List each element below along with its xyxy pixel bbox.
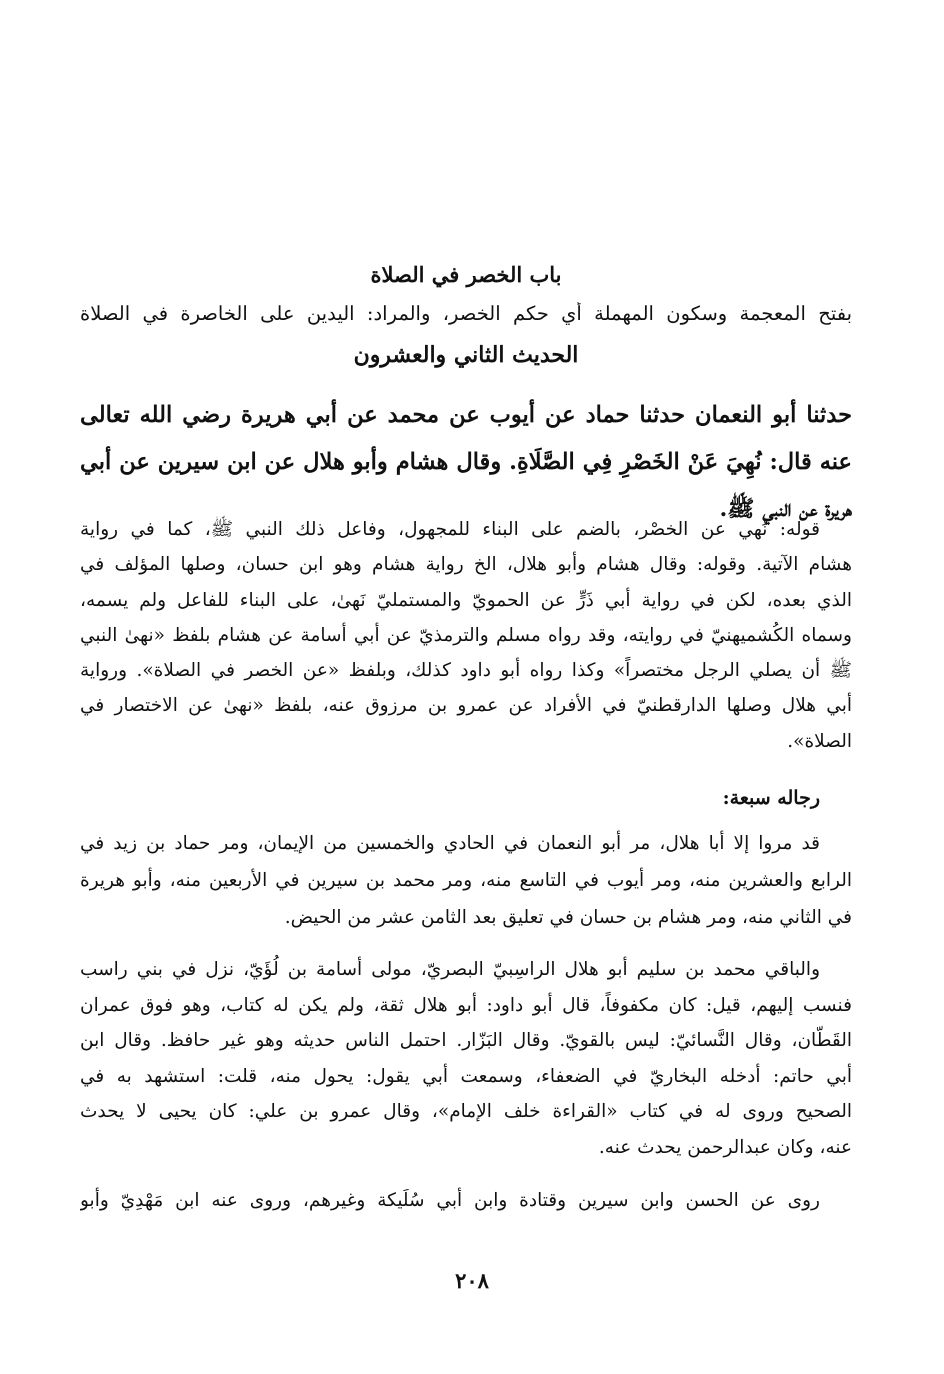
narrators-heading: رجاله سبعة: — [722, 787, 820, 809]
biography-line: القَطّان، وقال النَّسائيّ: ليس بالقويّ. وقال البَزّار. احتمل الناس حديثه وهو غير حافظ. وقال ابن — [80, 1030, 852, 1051]
chapter-subtitle: بفتح المعجمة وسكون المهملة أي حكم الخصر، والمراد: اليدين على الخاصرة في الصلاة — [80, 302, 852, 325]
page-number: ٢٠٨ — [455, 1268, 489, 1293]
hadith-line: حدثنا أبو النعمان حدثنا حماد عن أيوب عن محمد عن أبي هريرة رضي الله تعالى — [80, 402, 852, 428]
commentary-line: وسماه الكُشميهنيّ في روايته، وقد رواه مسلم والترمذيّ عن أبي أسامة عن هشام بلفظ «نهىٰ النبي — [80, 624, 852, 646]
commentary-paragraph — [80, 512, 852, 759]
biography-line: فنسب إليهم، قيل: كان مكفوفاً، قال أبو داود: أبو هلال ثقة، ولم يكن له كتاب، وهو فوق عمران — [80, 994, 852, 1016]
biography-line: عنه، وكان عبدالرحمن يحدث عنه. — [598, 1136, 852, 1158]
hadith-heading: الحديث الثاني والعشرون — [353, 342, 579, 368]
commentary-line: هشام الآتية. وقوله: وقال هشام وأبو هلال، الخ رواية هشام وهو ابن حسان، وصلها المؤلف في — [80, 554, 852, 576]
abu-hilal-biography — [80, 952, 852, 1165]
biography-line: أبي حاتم: أدخله البخاريّ في الضعفاء، وسمعت أبي يقول: يحول منه، قلت: استشهد به في — [80, 1065, 852, 1087]
narrations-line: روى عن الحسن وابن سيرين وقتادة وابن أبي سُلَيكة وغيرهم، وروى عنه ابن مَهْدِيّ وأبو — [80, 1190, 820, 1211]
narrators-paragraph — [80, 825, 852, 936]
commentary-line: قوله: نُهي عن الخصْر، بالضم على البناء للمجهول، وفاعل ذلك النبي ﷺ، كما في رواية — [80, 519, 820, 540]
hadith-line: هريرة عن النبي ﷺ. — [719, 496, 852, 522]
commentary-line: ﷺ أن يصلي الرجل مختصراً» وكذا رواه أبو داود كذلك، وبلفظ «عن الخصر في الصلاة». ورواية — [80, 660, 852, 682]
narrators-line: قد مروا إلا أبا هلال، مر أبو النعمان في الحادي والخمسين من الإيمان، ومر حماد بن زيد في — [80, 833, 820, 854]
hadith-line: عنه قال: نُهِيَ عَنْ الخَصْرِ فِي الصَّلَاةِ. وقال هشام وأبو هلال عن ابن سيرين عن أبي — [80, 449, 852, 475]
biography-line: والباقي محمد بن سليم أبو هلال الراسِبيّ البصريّ، مولى أسامة بن لُؤَيّ، نزل في بني راسب — [80, 959, 820, 980]
narrations-paragraph — [80, 1183, 852, 1219]
biography-line: الصحيح وروى له في كتاب «القراءة خلف الإمام»، وقال عمرو بن علي: كان يحيى لا يحدث — [80, 1101, 852, 1122]
chapter-title: باب الخصر في الصلاة — [370, 262, 562, 287]
commentary-line: الذي بعده، لكن في رواية أبي ذَرٍّ عن الحمويّ والمستمليّ نَهىٰ، على البناء للفاعل ولم يسمه، — [80, 589, 852, 611]
narrators-line: الرابع والعشرين منه، ومر أيوب في التاسع منه، ومر محمد بن سيرين في الأربعين منه، وأبو هريرة — [80, 870, 852, 891]
commentary-line: أبي هلال وصلها الدارقطنيّ في الأفراد عن عمرو بن مرزوق عنه، بلفظ «نهىٰ عن الاختصار في — [80, 695, 852, 717]
narrators-line: في الثاني منه، ومر هشام بن حسان في تعليق بعد الثامن عشر من الحيض. — [284, 907, 852, 928]
commentary-line: الصلاة». — [787, 730, 852, 752]
